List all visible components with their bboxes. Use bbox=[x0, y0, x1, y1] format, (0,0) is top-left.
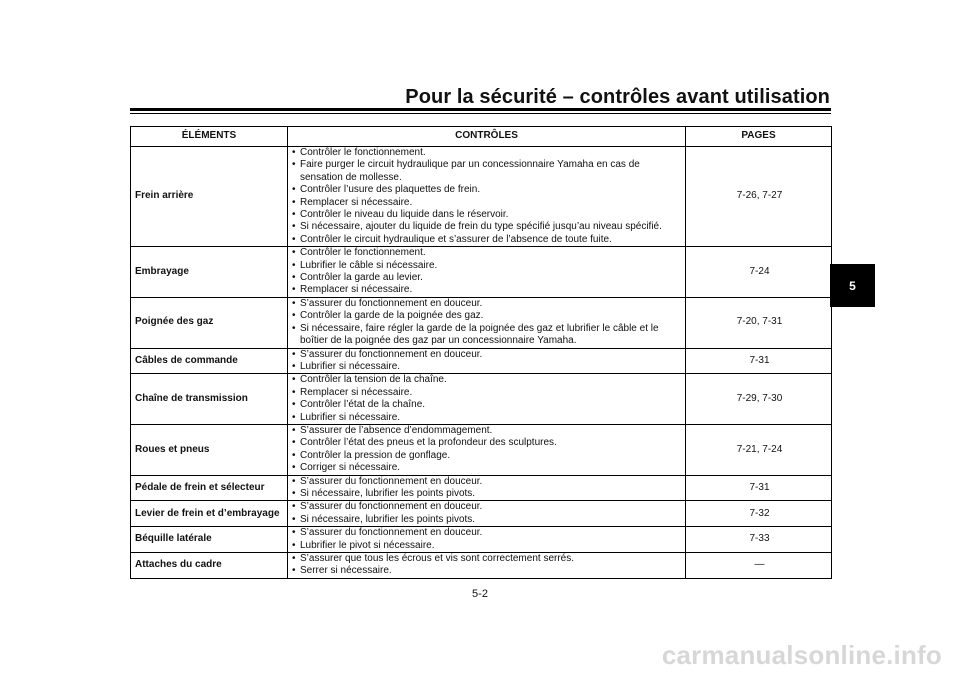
inspection-table bbox=[130, 126, 832, 579]
row-element: Levier de frein et d’embrayage bbox=[131, 501, 288, 527]
check-item bbox=[292, 540, 683, 552]
checks-list bbox=[292, 349, 683, 374]
check-item-text: Contrôler le niveau du liquide dans le réservoir. bbox=[300, 209, 509, 221]
check-item-text: Corriger si nécessaire. bbox=[300, 462, 401, 474]
checks-list bbox=[292, 298, 683, 348]
row-element: Embrayage bbox=[131, 247, 288, 298]
check-item-text: S’assurer du fonctionnement en douceur. bbox=[300, 348, 483, 360]
check-item-text: Remplacer si nécessaire. bbox=[300, 284, 413, 296]
check-item bbox=[292, 284, 683, 296]
check-item-text: Contrôler le fonctionnement. bbox=[300, 147, 426, 158]
table-row bbox=[131, 297, 832, 348]
table-row bbox=[131, 424, 832, 475]
table-header-row bbox=[131, 127, 832, 147]
check-item-text: S’assurer que tous les écrous et vis sont correctement serrés. bbox=[300, 553, 575, 564]
check-item bbox=[292, 527, 683, 539]
check-item bbox=[292, 553, 683, 565]
row-pages: 7-32 bbox=[686, 501, 832, 527]
watermark: carmanualsonline.info bbox=[661, 640, 942, 670]
table-row bbox=[131, 527, 832, 553]
row-element: Chaîne de transmission bbox=[131, 374, 288, 425]
row-checks bbox=[288, 553, 686, 579]
checks-list bbox=[292, 425, 683, 475]
checks-list bbox=[292, 147, 683, 246]
check-item-text: Si nécessaire, lubrifier les points pivots. bbox=[300, 487, 476, 499]
check-item-text: Si nécessaire, ajouter du liquide de frein du type spécifié jusqu’au niveau spécifié. bbox=[300, 221, 662, 233]
check-item-text: Lubrifier le pivot si nécessaire. bbox=[300, 539, 435, 551]
check-item-text: S’assurer du fonctionnement en douceur. bbox=[300, 527, 483, 539]
table-row bbox=[131, 553, 832, 579]
check-item-text: Si nécessaire, lubrifier les points pivots. bbox=[300, 513, 476, 525]
checks-list bbox=[292, 374, 683, 424]
row-checks bbox=[288, 374, 686, 425]
check-item-text: Contrôler l’état de la chaîne. bbox=[300, 399, 426, 411]
check-item bbox=[292, 298, 683, 310]
column-header-elements: ÉLÉMENTS bbox=[131, 127, 288, 147]
page-title: Pour la sécurité – contrôles avant utilisation bbox=[405, 86, 830, 108]
check-item bbox=[292, 387, 683, 399]
check-item bbox=[292, 462, 683, 474]
check-item bbox=[292, 501, 683, 513]
row-pages: 7-26, 7-27 bbox=[686, 147, 832, 247]
check-item bbox=[292, 361, 683, 373]
check-item bbox=[292, 272, 683, 284]
page-number: 5-2 bbox=[472, 588, 488, 600]
column-header-controles: CONTRÔLES bbox=[288, 127, 686, 147]
check-item bbox=[292, 437, 683, 449]
row-element: Attaches du cadre bbox=[131, 553, 288, 579]
check-item-text: Contrôler la tension de la chaîne. bbox=[300, 374, 447, 386]
check-item bbox=[292, 323, 683, 348]
table-row bbox=[131, 501, 832, 527]
check-item-text: Remplacer si nécessaire. bbox=[300, 196, 413, 208]
check-item bbox=[292, 425, 683, 437]
check-item-text: Contrôler la garde de la poignée des gaz. bbox=[300, 310, 484, 322]
check-item bbox=[292, 488, 683, 500]
row-pages: — bbox=[686, 553, 832, 579]
check-item-text: Lubrifier si nécessaire. bbox=[300, 411, 401, 423]
row-element: Béquille latérale bbox=[131, 527, 288, 553]
check-item bbox=[292, 147, 683, 159]
row-element: Roues et pneus bbox=[131, 424, 288, 475]
check-item bbox=[292, 374, 683, 386]
check-item bbox=[292, 514, 683, 526]
check-item-text: S’assurer du fonctionnement en douceur. bbox=[300, 297, 483, 309]
table-row bbox=[131, 475, 832, 501]
row-pages: 7-20, 7-31 bbox=[686, 297, 832, 348]
row-element: Pédale de frein et sélecteur bbox=[131, 475, 288, 501]
header-rule-thick bbox=[130, 108, 831, 111]
row-checks bbox=[288, 501, 686, 527]
check-item-text: Si nécessaire, faire régler la garde de la poignée des gaz et lubrifier le câble et le boîtier de la poignée des gaz par un concessionnaire Yamaha. bbox=[300, 322, 659, 347]
row-checks bbox=[288, 247, 686, 298]
check-item bbox=[292, 349, 683, 361]
check-item-text: Lubrifier si nécessaire. bbox=[300, 360, 401, 372]
row-pages: 7-24 bbox=[686, 247, 832, 298]
row-checks bbox=[288, 147, 686, 247]
column-header-pages: PAGES bbox=[686, 127, 832, 147]
table-body bbox=[131, 147, 832, 579]
check-item bbox=[292, 476, 683, 488]
check-item bbox=[292, 197, 683, 209]
check-item-text: Contrôler l’usure des plaquettes de frein. bbox=[300, 184, 481, 196]
row-pages: 7-31 bbox=[686, 348, 832, 374]
check-item bbox=[292, 450, 683, 462]
checks-list bbox=[292, 527, 683, 552]
check-item bbox=[292, 159, 683, 184]
row-element: Poignée des gaz bbox=[131, 297, 288, 348]
row-checks bbox=[288, 424, 686, 475]
row-checks bbox=[288, 475, 686, 501]
check-item-text: Contrôler l’état des pneus et la profondeur des sculptures. bbox=[300, 437, 557, 449]
row-pages: 7-31 bbox=[686, 475, 832, 501]
check-item-text: S’assurer du fonctionnement en douceur. bbox=[300, 475, 483, 487]
check-item bbox=[292, 209, 683, 221]
row-pages: 7-33 bbox=[686, 527, 832, 553]
table-row bbox=[131, 247, 832, 298]
checks-list bbox=[292, 476, 683, 501]
check-item-text: S’assurer du fonctionnement en douceur. bbox=[300, 501, 483, 513]
checks-list bbox=[292, 247, 683, 297]
check-item-text: Faire purger le circuit hydraulique par un concessionnaire Yamaha en cas de sensation de mollesse. bbox=[300, 159, 640, 183]
check-item bbox=[292, 310, 683, 322]
check-item bbox=[292, 565, 683, 577]
check-item bbox=[292, 412, 683, 424]
table-row bbox=[131, 147, 832, 247]
check-item-text: Remplacer si nécessaire. bbox=[300, 386, 413, 398]
check-item bbox=[292, 260, 683, 272]
table-row bbox=[131, 348, 832, 374]
check-item-text: Contrôler le fonctionnement. bbox=[300, 247, 426, 259]
check-item bbox=[292, 247, 683, 259]
check-item-text: Contrôler la pression de gonflage. bbox=[300, 449, 451, 461]
check-item-text: Contrôler le circuit hydraulique et s’assurer de l’absence de toute fuite. bbox=[300, 233, 612, 245]
header-rule-thin bbox=[130, 113, 831, 114]
check-item-text: Contrôler la garde au levier. bbox=[300, 272, 423, 284]
row-checks bbox=[288, 297, 686, 348]
check-item bbox=[292, 234, 683, 246]
checks-list bbox=[292, 501, 683, 526]
row-element: Frein arrière bbox=[131, 147, 288, 247]
row-checks bbox=[288, 527, 686, 553]
check-item bbox=[292, 221, 683, 233]
row-element: Câbles de commande bbox=[131, 348, 288, 374]
check-item-text: Lubrifier le câble si nécessaire. bbox=[300, 259, 438, 271]
row-pages: 7-29, 7-30 bbox=[686, 374, 832, 425]
check-item bbox=[292, 399, 683, 411]
chapter-tab[interactable]: 5 bbox=[830, 264, 875, 307]
row-pages: 7-21, 7-24 bbox=[686, 424, 832, 475]
checks-list bbox=[292, 553, 683, 578]
check-item bbox=[292, 184, 683, 196]
row-checks bbox=[288, 348, 686, 374]
check-item-text: S’assurer de l’absence d’endommagement. bbox=[300, 424, 493, 436]
table-row bbox=[131, 374, 832, 425]
check-item-text: Serrer si nécessaire. bbox=[300, 565, 392, 577]
